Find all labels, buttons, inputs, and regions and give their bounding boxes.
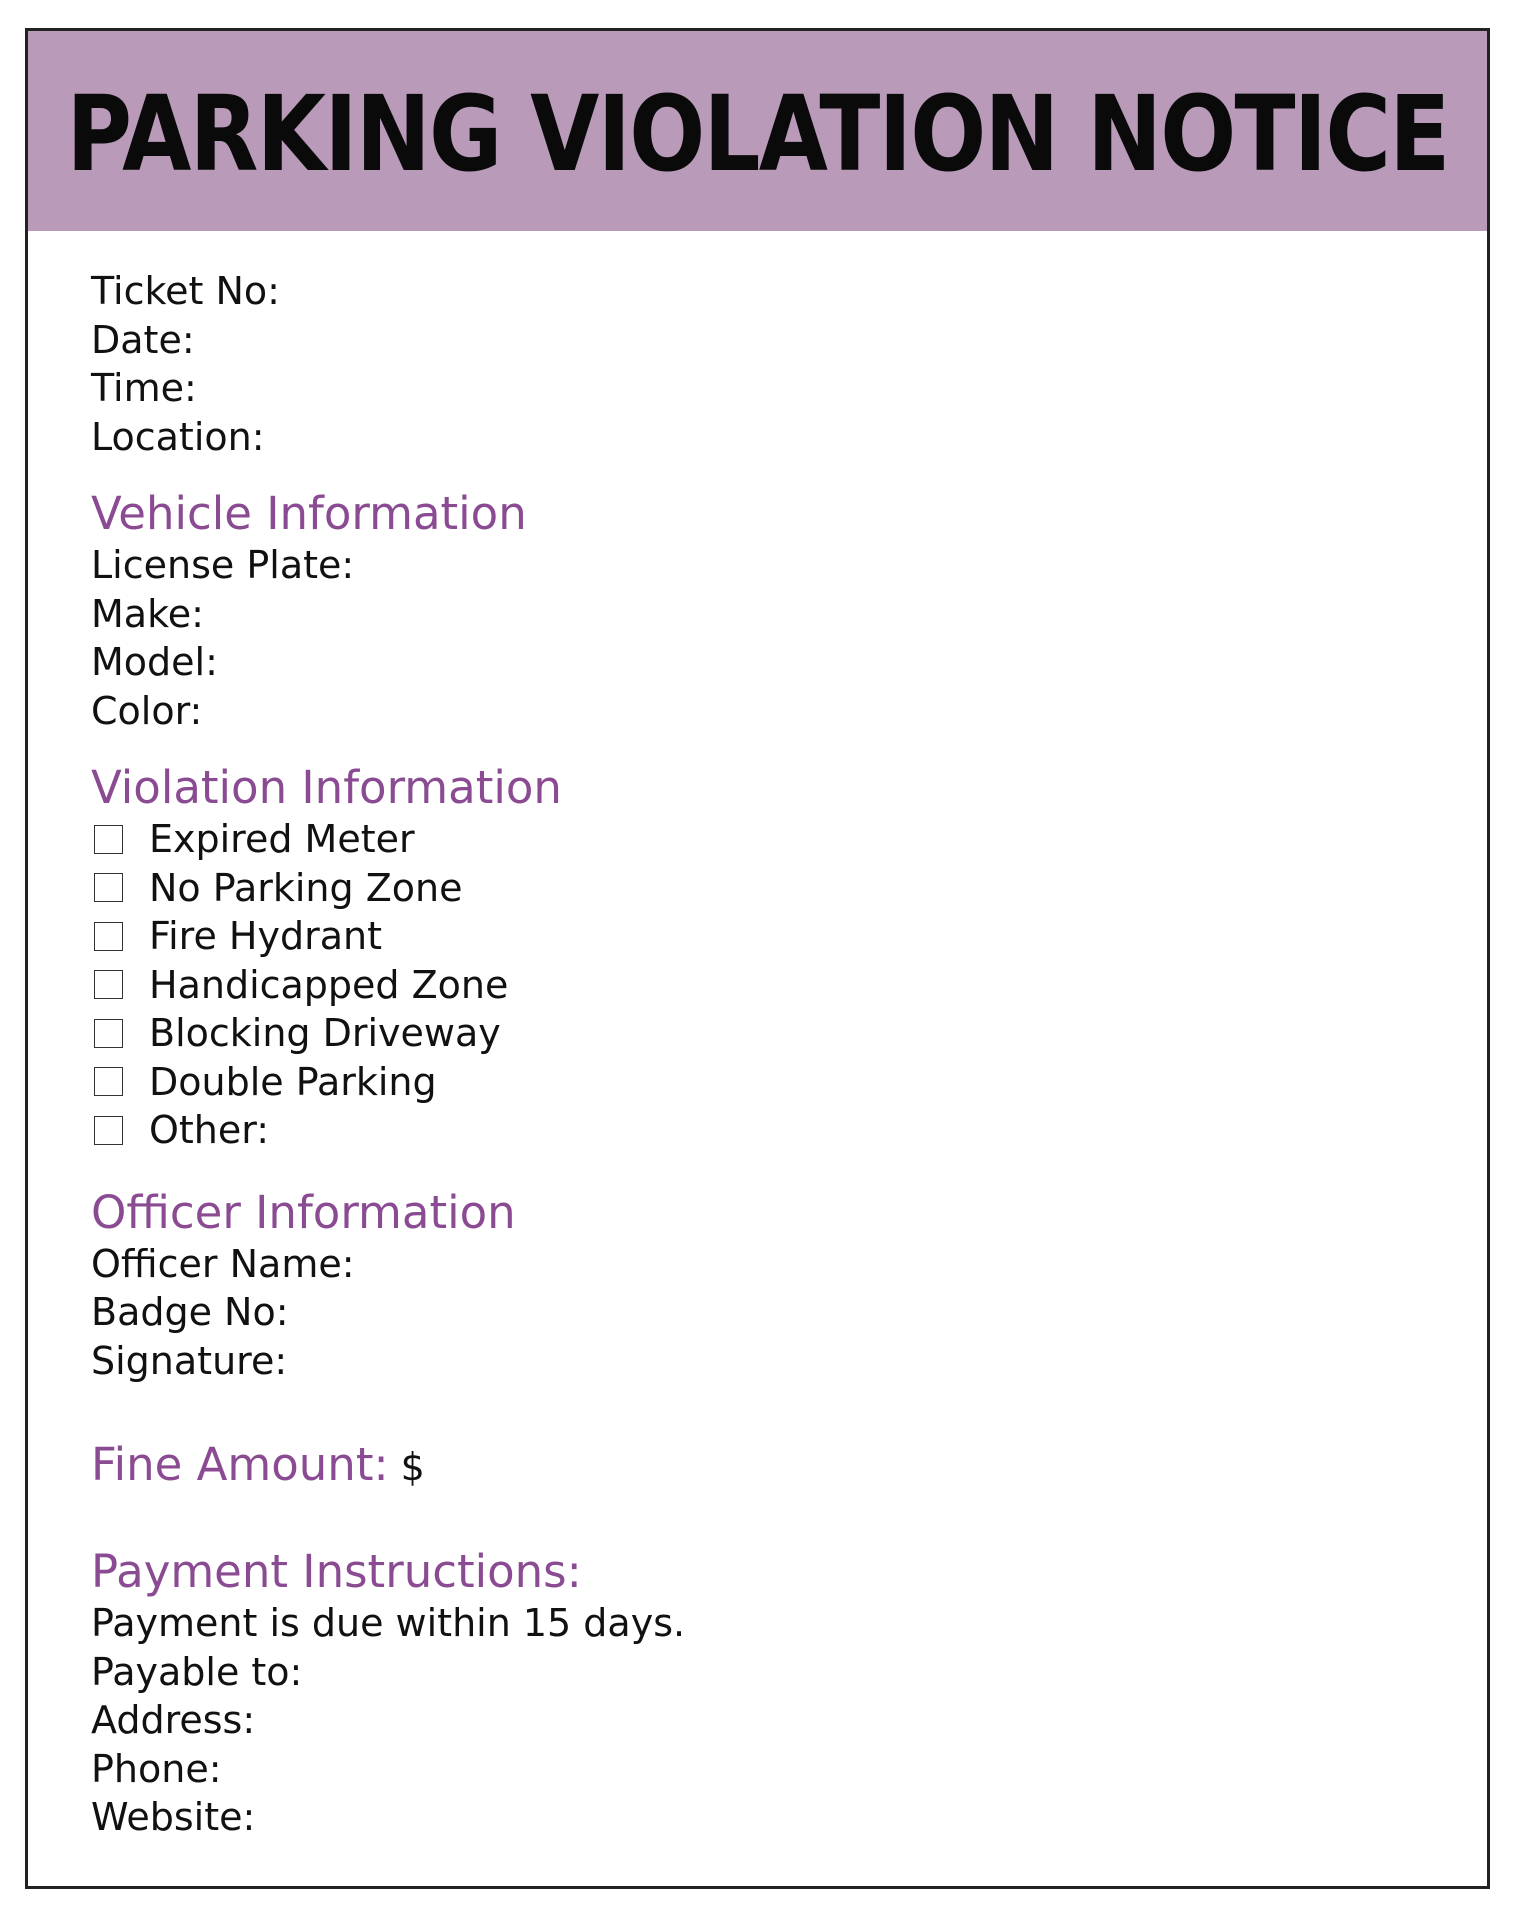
violation-option-label: Other: xyxy=(149,1108,270,1153)
form-content xyxy=(91,267,1391,1842)
violation-option-handicapped-zone[interactable] xyxy=(91,961,1391,1010)
violation-option-label: Double Parking xyxy=(149,1059,437,1104)
violation-option-expired-meter[interactable] xyxy=(91,815,1391,864)
time-label: Time: xyxy=(91,366,197,410)
violation-option-label: Expired Meter xyxy=(149,817,415,862)
violation-section xyxy=(91,760,1391,1155)
ticket-section xyxy=(91,267,1391,461)
expired-meter-checkbox[interactable] xyxy=(94,825,123,854)
violation-option-label: No Parking Zone xyxy=(149,865,463,910)
vehicle-section xyxy=(91,486,1391,735)
violation-option-other[interactable] xyxy=(91,1106,1391,1155)
no-parking-zone-checkbox[interactable] xyxy=(94,873,123,902)
fine-amount-row xyxy=(91,1437,1391,1492)
payable-to-label: Payable to: xyxy=(91,1649,303,1694)
violation-option-label: Blocking Driveway xyxy=(149,1011,501,1056)
signature-label: Signature: xyxy=(91,1338,288,1383)
violation-option-label: Fire Hydrant xyxy=(149,914,382,959)
violation-option-no-parking-zone[interactable] xyxy=(91,864,1391,913)
vehicle-heading: Vehicle Information xyxy=(91,487,527,540)
blocking-driveway-checkbox[interactable] xyxy=(94,1019,123,1048)
license-plate-label: License Plate: xyxy=(91,543,355,587)
color-label: Color: xyxy=(91,688,203,733)
handicapped-zone-checkbox[interactable] xyxy=(94,970,123,999)
fine-amount-label: Fine Amount: xyxy=(91,1438,389,1491)
make-label: Make: xyxy=(91,591,204,636)
date-label: Date: xyxy=(91,317,195,362)
violation-option-fire-hydrant[interactable] xyxy=(91,912,1391,961)
violation-option-label: Handicapped Zone xyxy=(149,962,509,1007)
ticket-no-label: Ticket No: xyxy=(91,269,280,313)
violation-heading: Violation Information xyxy=(91,761,562,814)
currency-symbol: $ xyxy=(400,1445,425,1489)
address-label: Address: xyxy=(91,1698,256,1742)
double-parking-checkbox[interactable] xyxy=(94,1067,123,1096)
officer-heading: Officer Information xyxy=(91,1185,516,1239)
violation-option-blocking-driveway[interactable] xyxy=(91,1009,1391,1058)
location-label: Location: xyxy=(91,414,265,459)
violation-notice-form xyxy=(25,28,1490,1889)
violation-option-double-parking[interactable] xyxy=(91,1058,1391,1107)
other-checkbox[interactable] xyxy=(94,1116,123,1145)
payment-heading: Payment Instructions: xyxy=(91,1545,582,1598)
phone-label: Phone: xyxy=(91,1746,222,1791)
header-banner xyxy=(28,31,1487,231)
payment-section xyxy=(91,1544,1391,1842)
badge-no-label: Badge No: xyxy=(91,1290,289,1334)
fire-hydrant-checkbox[interactable] xyxy=(94,922,123,951)
payment-due-text: Payment is due within 15 days. xyxy=(91,1601,686,1645)
officer-section xyxy=(91,1185,1391,1386)
officer-name-label: Officer Name: xyxy=(91,1241,355,1286)
notice-title: PARKING VIOLATION NOTICE xyxy=(66,73,1449,195)
model-label: Model: xyxy=(91,640,218,684)
website-label: Website: xyxy=(91,1795,256,1839)
